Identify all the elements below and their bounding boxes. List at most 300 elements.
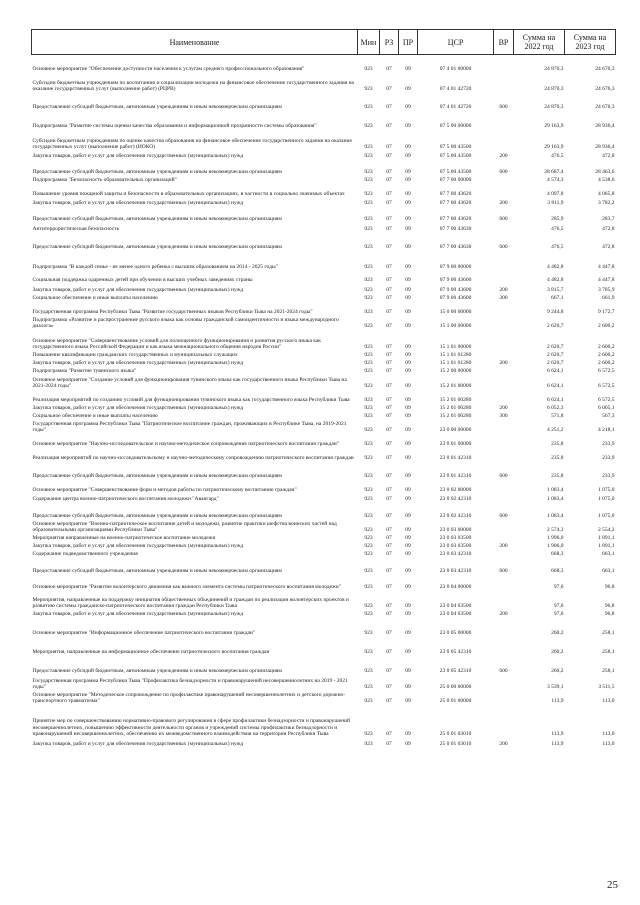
cell-csr: 07 5 00 00000 xyxy=(439,123,472,130)
cell-sum-2023: 9 172,7 xyxy=(598,309,615,316)
cell-name: Повышение уровня пожарной защиты и безопасности в образовательных организациях, в частности в социально значимых объектах xyxy=(32,191,345,198)
cell-sum-2023: 258,1 xyxy=(602,630,615,637)
cell-rz: 07 xyxy=(386,668,392,675)
cell-sum-2023: 4 065,8 xyxy=(598,191,615,198)
cell-csr: 07 9 00 43600 xyxy=(439,295,472,302)
cell-sum-2023: 28 463,6 xyxy=(595,169,615,176)
cell-name: Принятие мер по совершенствованию нормативно-правового регулирования в сфере профилактики безнадзорности и правонарушений несовершеннолетних, повышению эффективности деятельности органов и учреждений системы профилактики безнадзорности и правонарушений несовершеннолетних, обеспечению их межведомственного взаимодействия на территории Республики Тыва xyxy=(32,718,350,738)
cell-sum-2022: 29 163,9 xyxy=(544,123,564,130)
cell-name: Предоставление субсидий бюджетным, автономным учреждениям и иным некоммерческим организациям xyxy=(32,568,282,575)
cell-vr xyxy=(494,434,514,448)
cell-pr: 09 xyxy=(405,244,411,251)
cell-sum-2023: 3 785,9 xyxy=(598,287,615,294)
cell-rz: 07 xyxy=(386,169,392,176)
col-header-sum-2023: Сумма на 2023 год xyxy=(565,30,616,55)
cell-min: 923 xyxy=(364,698,373,705)
cell-min: 923 xyxy=(364,226,373,233)
cell-rz: 07 xyxy=(386,323,392,330)
cell-csr: 07 7 00 43620 xyxy=(439,200,472,207)
cell-name: Основное мероприятие "Обеспечение доступности населения к услугам среднего профессионального образования" xyxy=(32,66,305,73)
cell-vr xyxy=(494,73,514,93)
cell-sum-2022: 476,5 xyxy=(551,153,564,160)
col-header-pr: ПР xyxy=(399,30,418,55)
cell-rz: 07 xyxy=(386,413,392,420)
cell-csr: 25 0 01 03010 xyxy=(439,731,472,738)
cell-pr: 09 xyxy=(405,543,411,550)
table-row xyxy=(32,494,616,503)
cell-csr: 23 0 01 42310 xyxy=(439,473,472,480)
cell-name: Подпрограмма "В каждой семье - не менее одного ребенка с высшим образованием на 2014 - 2025 годы" xyxy=(32,264,278,271)
cell-name: Подпрограмма "Развитие тувинского языка" xyxy=(32,368,137,375)
cell-name: Социальное обеспечение и иные выплаты населению xyxy=(32,413,158,420)
cell-csr: 07 5 00 43500 xyxy=(439,153,472,160)
cell-min: 923 xyxy=(364,66,373,73)
table-row xyxy=(32,404,616,412)
cell-vr xyxy=(494,494,514,503)
cell-name: Повышение квалификации гражданских государственных и муниципальных служащих xyxy=(32,352,238,359)
cell-sum-2022: 1 083,4 xyxy=(547,487,564,494)
table-row xyxy=(32,284,616,294)
cell-sum-2022: 476,5 xyxy=(551,226,564,233)
cell-sum-2022: 28 687,4 xyxy=(544,169,564,176)
cell-name: Основное мероприятие "Научно-исследовательское и научно-методическое сопровождение патриотического воспитания граждан" xyxy=(32,441,339,448)
cell-vr xyxy=(494,302,514,316)
cell-csr: 25 0 01 03010 xyxy=(439,741,472,748)
cell-name: Предоставление субсидий бюджетным, автономным учреждениям и иным некоммерческим организациям xyxy=(32,668,282,675)
cell-sum-2023: 258,1 xyxy=(602,649,615,656)
cell-rz: 07 xyxy=(386,153,392,160)
cell-vr: 200 xyxy=(499,741,508,748)
cell-csr: 07 7 00 43630 xyxy=(439,244,472,251)
cell-vr xyxy=(494,705,514,738)
cell-sum-2023: 24 676,3 xyxy=(595,86,615,93)
cell-csr: 15 1 00 00000 xyxy=(439,323,472,330)
cell-csr: 23 0 02 00000 xyxy=(439,487,472,494)
cell-vr xyxy=(494,271,514,284)
table-row xyxy=(32,637,616,656)
cell-name: Закупка товаров, работ и услуг для обеспечения государственных (муниципальных) нужд xyxy=(32,360,244,367)
cell-vr xyxy=(494,618,514,637)
cell-min: 923 xyxy=(364,684,373,691)
cell-min: 923 xyxy=(364,153,373,160)
cell-rz: 07 xyxy=(386,216,392,223)
cell-sum-2023: 4 218,1 xyxy=(598,427,615,434)
table-row xyxy=(32,207,616,223)
cell-sum-2022: 4 482,8 xyxy=(547,277,564,284)
cell-csr: 23 0 05 42310 xyxy=(439,668,472,675)
cell-pr: 09 xyxy=(405,216,411,223)
cell-rz: 07 xyxy=(386,244,392,251)
cell-csr: 07 4 01 42720 xyxy=(439,104,472,111)
cell-vr: 300 xyxy=(499,413,508,420)
cell-pr: 09 xyxy=(405,368,411,375)
cell-sum-2022: 3 539,1 xyxy=(547,684,564,691)
cell-sum-2022: 1 996,0 xyxy=(547,535,564,542)
cell-min: 923 xyxy=(364,144,373,151)
cell-pr: 09 xyxy=(405,104,411,111)
cell-rz: 07 xyxy=(386,551,392,558)
cell-pr: 09 xyxy=(405,603,411,610)
table-row xyxy=(32,534,616,542)
table-row xyxy=(32,738,616,748)
table-row xyxy=(32,151,616,160)
cell-sum-2023: 233,9 xyxy=(602,455,615,462)
cell-vr xyxy=(494,251,514,271)
cell-sum-2023: 96,8 xyxy=(604,584,615,591)
cell-rz: 07 xyxy=(386,383,392,390)
cell-csr: 07 5 00 43500 xyxy=(439,144,472,151)
cell-pr: 09 xyxy=(405,295,411,302)
cell-sum-2022: 260,2 xyxy=(551,668,564,675)
table-row xyxy=(32,160,616,176)
cell-sum-2023: 283,7 xyxy=(602,216,615,223)
cell-pr: 09 xyxy=(405,473,411,480)
table-row xyxy=(32,558,616,575)
table-row xyxy=(32,359,616,367)
cell-csr: 07 4 01 00000 xyxy=(439,66,472,73)
cell-rz: 07 xyxy=(386,584,392,591)
cell-pr: 09 xyxy=(405,513,411,520)
cell-name: Социальная поддержка одаренных детей при обучении в высших учебных заведениях страны xyxy=(32,277,253,284)
cell-pr: 09 xyxy=(405,66,411,73)
cell-rz: 07 xyxy=(386,104,392,111)
cell-pr: 09 xyxy=(405,200,411,207)
cell-pr: 09 xyxy=(405,441,411,448)
cell-sum-2023: 6 572,5 xyxy=(598,383,615,390)
cell-min: 923 xyxy=(364,323,373,330)
cell-sum-2023: 4 538,6 xyxy=(598,177,615,184)
cell-vr xyxy=(494,111,514,130)
cell-name: Предоставление субсидий бюджетным, автономным учреждениям и иным некоммерческим организациям xyxy=(32,473,282,480)
table-row xyxy=(32,294,616,302)
cell-csr: 23 0 03 03500 xyxy=(439,535,472,542)
cell-csr: 15 1 01 00000 xyxy=(439,344,472,351)
cell-rz: 07 xyxy=(386,611,392,618)
table-row xyxy=(32,705,616,738)
cell-name: Основное мероприятие "Создание условий для функционирования тувинского языка как государственного языка Республики Тыва на 2021-2024 годы" xyxy=(32,376,347,390)
cell-vr xyxy=(494,448,514,462)
cell-sum-2022: 4 097,8 xyxy=(547,191,564,198)
cell-vr xyxy=(494,591,514,610)
cell-sum-2023: 6 005,1 xyxy=(598,405,615,412)
cell-min: 923 xyxy=(364,741,373,748)
cell-min: 923 xyxy=(364,383,373,390)
col-header-sum-2022: Сумма на 2022 год xyxy=(514,30,565,55)
cell-csr: 07 9 00 00000 xyxy=(439,264,472,271)
cell-pr: 09 xyxy=(405,86,411,93)
cell-rz: 07 xyxy=(386,86,392,93)
col-header-vr: ВР xyxy=(494,30,514,55)
cell-pr: 09 xyxy=(405,397,411,404)
table-row xyxy=(32,351,616,359)
cell-sum-2022: 97,6 xyxy=(553,611,564,618)
cell-sum-2022: 3 815,7 xyxy=(547,287,564,294)
cell-sum-2023: 1 075,0 xyxy=(598,513,615,520)
cell-csr: 07 9 00 43600 xyxy=(439,277,472,284)
cell-pr: 09 xyxy=(405,287,411,294)
cell-min: 923 xyxy=(364,123,373,130)
cell-sum-2023: 113,0 xyxy=(602,741,615,748)
cell-name: Закупка товаров, работ и услуг для обеспечения государственных (муниципальных) нужд xyxy=(32,287,244,294)
cell-rz: 07 xyxy=(386,543,392,550)
cell-name: Реализация мероприятий по научно-исследовательскому и научно-методическому сопровождению патриотического воспитания граждан xyxy=(32,455,354,462)
cell-sum-2023: 233,9 xyxy=(602,441,615,448)
cell-name: Государственная программа Республики Тыва "Патриотическое воспитание граждан, проживающих в Республике Тыва, на 2019-2021 годы" xyxy=(32,420,347,434)
cell-sum-2022: 668,3 xyxy=(551,551,564,558)
cell-sum-2022: 260,2 xyxy=(551,630,564,637)
cell-name: Мероприятия, направленные на поддержку инициатив общественных объединений и граждан по реализации волонтерских проектов и развитию системы гражданско-патриотического воспитания граждан Республики Тыва xyxy=(32,596,349,610)
cell-min: 923 xyxy=(364,368,373,375)
cell-min: 923 xyxy=(364,668,373,675)
cell-csr: 07 7 00 43620 xyxy=(439,216,472,223)
cell-vr: 200 xyxy=(499,200,508,207)
cell-min: 923 xyxy=(364,543,373,550)
table-row xyxy=(32,176,616,184)
cell-vr: 200 xyxy=(499,287,508,294)
cell-name: Предоставление субсидий бюджетным, автономным учреждениям и иным некоммерческим организациям xyxy=(32,513,282,520)
cell-sum-2023: 2 554,2 xyxy=(598,527,615,534)
cell-sum-2022: 285,9 xyxy=(551,216,564,223)
cell-pr: 09 xyxy=(405,527,411,534)
cell-pr: 09 xyxy=(405,352,411,359)
cell-min: 923 xyxy=(364,455,373,462)
cell-rz: 07 xyxy=(386,473,392,480)
cell-csr: 23 0 00 00000 xyxy=(439,427,472,434)
cell-name: Закупка товаров, работ и услуг для обеспечения государственных (муниципальных) нужд xyxy=(32,611,244,618)
cell-sum-2023: 472,8 xyxy=(602,226,615,233)
cell-sum-2022: 4 482,8 xyxy=(547,264,564,271)
cell-name: Подпрограмма "Безопасность образовательных организаций" xyxy=(32,177,177,184)
cell-csr: 23 0 03 03500 xyxy=(439,543,472,550)
cell-min: 923 xyxy=(364,611,373,618)
cell-min: 923 xyxy=(364,104,373,111)
table-row xyxy=(32,111,616,130)
cell-sum-2022: 260,2 xyxy=(551,649,564,656)
cell-vr xyxy=(494,375,514,390)
cell-vr xyxy=(494,480,514,494)
cell-pr: 09 xyxy=(405,684,411,691)
cell-min: 923 xyxy=(364,584,373,591)
cell-min: 923 xyxy=(364,473,373,480)
cell-csr: 23 0 04 03500 xyxy=(439,611,472,618)
cell-min: 923 xyxy=(364,568,373,575)
table-row xyxy=(32,691,616,705)
cell-sum-2023: 1 075,0 xyxy=(598,487,615,494)
table-row xyxy=(32,542,616,550)
table-row xyxy=(32,610,616,618)
table-row xyxy=(32,591,616,610)
cell-vr: 600 xyxy=(499,668,508,675)
cell-min: 923 xyxy=(364,264,373,271)
cell-pr: 09 xyxy=(405,496,411,503)
cell-min: 923 xyxy=(364,360,373,367)
cell-name: Закупка товаров, работ и услуг для обеспечения государственных (муниципальных) нужд xyxy=(32,405,244,412)
cell-name: Мероприятия, направленные на информационное обеспечение патриотического воспитания граждан xyxy=(32,649,270,656)
cell-csr: 15 2 01 00000 xyxy=(439,383,472,390)
table-row xyxy=(32,656,616,675)
cell-pr: 09 xyxy=(405,741,411,748)
cell-sum-2022: 2 574,3 xyxy=(547,527,564,534)
cell-vr: 200 xyxy=(499,153,508,160)
cell-pr: 09 xyxy=(405,584,411,591)
table-row xyxy=(32,420,616,434)
table-row xyxy=(32,618,616,637)
cell-vr: 300 xyxy=(499,295,508,302)
cell-pr: 09 xyxy=(405,177,411,184)
cell-pr: 09 xyxy=(405,455,411,462)
cell-sum-2022: 9 244,8 xyxy=(547,309,564,316)
table-row xyxy=(32,184,616,198)
cell-csr: 15 2 00 00000 xyxy=(439,368,472,375)
cell-min: 923 xyxy=(364,352,373,359)
table-row xyxy=(32,503,616,520)
table-row xyxy=(32,330,616,351)
cell-sum-2023: 2 600,2 xyxy=(598,344,615,351)
cell-rz: 07 xyxy=(386,455,392,462)
cell-pr: 09 xyxy=(405,568,411,575)
cell-min: 923 xyxy=(364,413,373,420)
cell-sum-2022: 2 620,7 xyxy=(547,352,564,359)
cell-csr: 07 7 00 00000 xyxy=(439,177,472,184)
cell-rz: 07 xyxy=(386,527,392,534)
cell-name: Реализация мероприятий по созданию условий для функционирования тувинского языка как государственного языка Республики Тыва xyxy=(32,397,350,404)
cell-sum-2023: 472,8 xyxy=(602,244,615,251)
cell-rz: 07 xyxy=(386,496,392,503)
cell-rz: 07 xyxy=(386,177,392,184)
cell-sum-2022: 1 083,4 xyxy=(547,496,564,503)
cell-sum-2023: 96,8 xyxy=(604,603,615,610)
cell-min: 923 xyxy=(364,405,373,412)
cell-pr: 09 xyxy=(405,123,411,130)
cell-sum-2023: 6 572,5 xyxy=(598,368,615,375)
cell-rz: 07 xyxy=(386,368,392,375)
cell-pr: 09 xyxy=(405,344,411,351)
cell-pr: 09 xyxy=(405,551,411,558)
cell-rz: 07 xyxy=(386,123,392,130)
cell-rz: 07 xyxy=(386,535,392,542)
cell-vr xyxy=(494,351,514,359)
cell-name: Субсидии бюджетным учреждениям по оценке качества образования на финансовое обеспечение государственного задания на оказание государственных услуг (выполнение работ) (ИОКО) xyxy=(32,137,352,151)
table-row xyxy=(32,223,616,233)
cell-sum-2022: 24 870,3 xyxy=(544,86,564,93)
cell-min: 923 xyxy=(364,397,373,404)
cell-sum-2022: 4 251,2 xyxy=(547,427,564,434)
cell-min: 923 xyxy=(364,513,373,520)
cell-sum-2022: 4 574,3 xyxy=(547,177,564,184)
cell-vr xyxy=(494,130,514,151)
table-body xyxy=(32,55,616,748)
cell-csr: 15 1 01 01280 xyxy=(439,360,472,367)
cell-sum-2022: 97,6 xyxy=(553,584,564,591)
cell-sum-2022: 113,9 xyxy=(551,741,564,748)
cell-name: Социальное обеспечение и иные выплаты населению xyxy=(32,295,158,302)
cell-pr: 09 xyxy=(405,649,411,656)
cell-pr: 09 xyxy=(405,630,411,637)
table-row xyxy=(32,375,616,390)
cell-sum-2023: 113,0 xyxy=(602,731,615,738)
table-row xyxy=(32,130,616,151)
cell-pr: 09 xyxy=(405,413,411,420)
budget-table xyxy=(31,29,616,748)
cell-csr: 15 2 01 00280 xyxy=(439,397,472,404)
cell-name: Закупка товаров, работ и услуг для обеспечения государственных (муниципальных) нужд xyxy=(32,741,244,748)
cell-min: 923 xyxy=(364,496,373,503)
cell-vr: 600 xyxy=(499,513,508,520)
cell-rz: 07 xyxy=(386,277,392,284)
cell-vr xyxy=(494,184,514,198)
cell-min: 923 xyxy=(364,216,373,223)
table-row xyxy=(32,412,616,420)
cell-sum-2022: 24 870,3 xyxy=(544,66,564,73)
cell-pr: 09 xyxy=(405,153,411,160)
cell-sum-2023: 4 447,8 xyxy=(598,277,615,284)
cell-sum-2023: 661,9 xyxy=(602,295,615,302)
cell-rz: 07 xyxy=(386,309,392,316)
cell-sum-2023: 1 891,1 xyxy=(598,535,615,542)
table-row xyxy=(32,73,616,93)
cell-vr xyxy=(494,520,514,534)
cell-csr: 23 0 02 42310 xyxy=(439,496,472,503)
cell-name: Закупка товаров, работ и услуг для обеспечения государственных (муниципальных) нужд xyxy=(32,200,244,207)
cell-pr: 09 xyxy=(405,277,411,284)
cell-sum-2023: 113,0 xyxy=(602,698,615,705)
cell-vr: 600 xyxy=(499,244,508,251)
cell-sum-2022: 6 052,3 xyxy=(547,405,564,412)
cell-rz: 07 xyxy=(386,603,392,610)
cell-name: Подпрограмма «Развитие и распространение русского языка как основы гражданской самоидентичности и языка международного диалога» xyxy=(32,316,339,330)
cell-name: Основное мероприятие "Методическое сопровождение по профилактике правонарушений несовершеннолетних и детского дорожно-транспортного травматизма" xyxy=(32,691,346,705)
table-row xyxy=(32,271,616,284)
cell-csr: 23 0 02 42310 xyxy=(439,513,472,520)
cell-pr: 09 xyxy=(405,405,411,412)
cell-sum-2023: 472,8 xyxy=(602,153,615,160)
cell-rz: 07 xyxy=(386,287,392,294)
cell-sum-2022: 235,8 xyxy=(551,455,564,462)
table-row xyxy=(32,550,616,558)
cell-vr: 600 xyxy=(499,216,508,223)
cell-sum-2022: 1 906,0 xyxy=(547,543,564,550)
table-row xyxy=(32,251,616,271)
cell-pr: 09 xyxy=(405,698,411,705)
cell-pr: 09 xyxy=(405,731,411,738)
cell-rz: 07 xyxy=(386,731,392,738)
cell-vr xyxy=(494,534,514,542)
cell-csr: 23 0 03 42310 xyxy=(439,551,472,558)
cell-min: 923 xyxy=(364,344,373,351)
cell-min: 923 xyxy=(364,603,373,610)
cell-sum-2022: 6 624,1 xyxy=(547,397,564,404)
cell-vr xyxy=(494,223,514,233)
cell-sum-2022: 113,9 xyxy=(551,731,564,738)
cell-name: Основное мероприятие "Совершенствование форм и методов работы по патриотическому воспитанию граждан" xyxy=(32,487,297,494)
cell-sum-2022: 668,3 xyxy=(551,568,564,575)
cell-vr: 600 xyxy=(499,169,508,176)
cell-sum-2023: 567,3 xyxy=(602,413,615,420)
cell-csr: 23 0 05 42310 xyxy=(439,649,472,656)
cell-vr xyxy=(494,330,514,351)
cell-sum-2023: 3 782,2 xyxy=(598,200,615,207)
cell-min: 923 xyxy=(364,649,373,656)
cell-rz: 07 xyxy=(386,630,392,637)
cell-name: Государственная программа Республики Тыва "Профилактика безнадзорности и правонарушений несовершеннолетних на 2019 - 2021 годы" xyxy=(32,677,348,691)
table-row xyxy=(32,434,616,448)
cell-csr: 07 5 00 43500 xyxy=(439,169,472,176)
cell-min: 923 xyxy=(364,630,373,637)
cell-vr: 200 xyxy=(499,360,508,367)
cell-name: Основное мероприятие "Совершенствование условий для полноценного функционирования и развития русского языка как государственного языка Российской Федерации и как языка межнационального общения народов России" xyxy=(32,337,321,351)
table-row xyxy=(32,302,616,316)
table-row xyxy=(32,675,616,691)
